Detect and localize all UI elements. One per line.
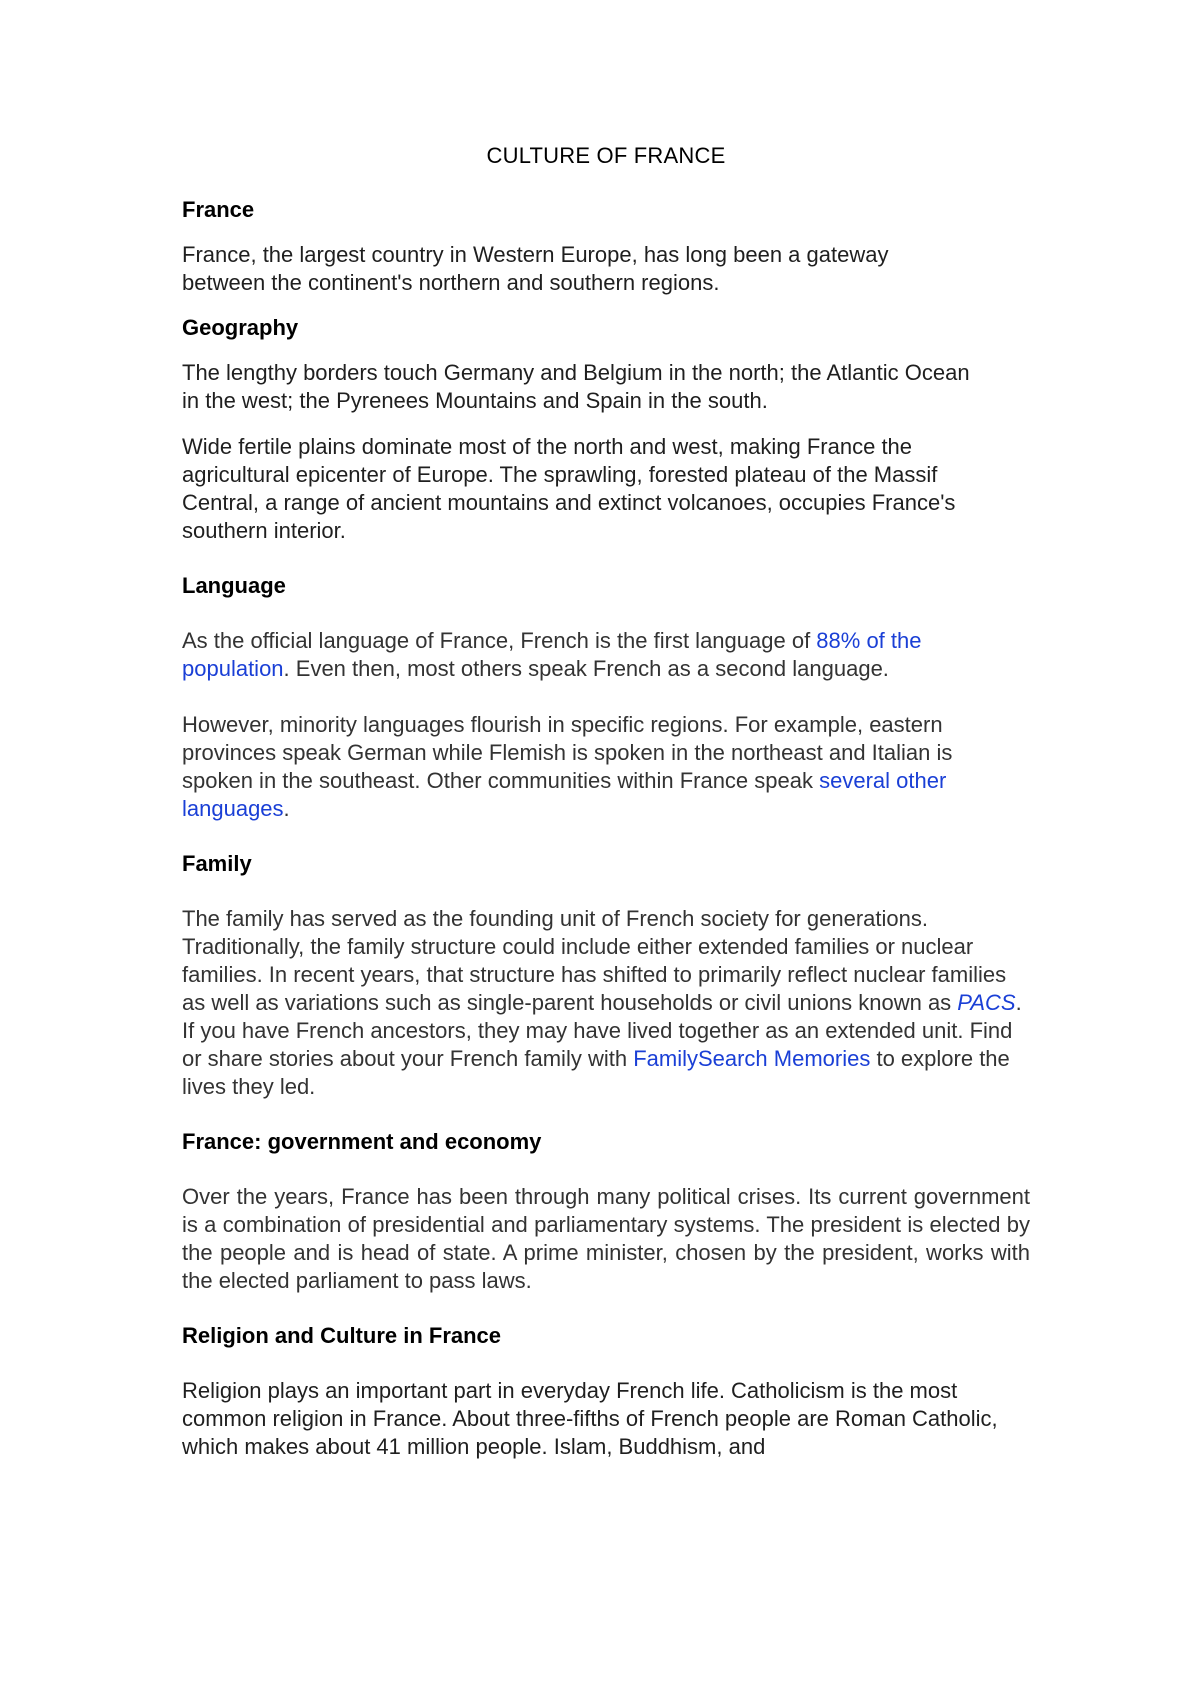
section-heading-government: France: government and economy xyxy=(182,1129,542,1154)
family-text-before: The family has served as the founding unit of French society for generations. Traditionally, the family structure could include either extended families or nuclear families. In recent years, that structure has shifted to primarily reflect nuclear families as well as variations such as single-parent households or civil unions known as xyxy=(182,906,1007,1015)
other-languages-link[interactable]: several other languages xyxy=(182,768,947,821)
government-paragraph: Over the years, France has been through many political crises. Its current government is a combination of presidential and parliamentary systems. The president is elected by the people and is head of state. A prime minister, chosen by the president, works with the elected parliament to pass laws. xyxy=(182,1184,1030,1293)
france-intro-paragraph: France, the largest country in Western Europe, has long been a gateway between the continent's northern and southern regions. xyxy=(182,242,889,295)
family-text-middle: . If you have French ancestors, they may have lived together as an extended unit. Find or share stories about your French family with xyxy=(182,990,1022,1071)
religion-paragraph: Religion plays an important part in everyday French life. Catholicism is the most common religion in France. About three-fifths of French people are Roman Catholic, which makes about 41 million people. Islam, Buddhism, and xyxy=(182,1378,998,1459)
section-heading-family: Family xyxy=(182,851,252,876)
document-title: CULTURE OF FRANCE xyxy=(486,143,726,168)
geography-paragraph-2: Wide fertile plains dominate most of the north and west, making France the agricultural epicenter of Europe. The sprawling, forested plateau of the Massif Central, a range of ancient mountains and extinct volcanoes, occupies France's southern interior. xyxy=(182,434,956,543)
language-p1-text-before: As the official language of France, French is the first language of xyxy=(182,628,817,653)
pacs-link[interactable]: PACS xyxy=(957,990,1016,1015)
section-heading-france: France xyxy=(182,197,255,222)
language-p1-text-after: . Even then, most others speak French as a second language. xyxy=(283,656,889,681)
family-paragraph xyxy=(182,905,1030,1101)
population-percentage-link[interactable]: 88% of the population xyxy=(182,628,922,681)
familysearch-memories-link[interactable]: FamilySearch Memories xyxy=(633,1046,871,1071)
language-p2-text-after: . xyxy=(283,796,290,821)
language-paragraph-1 xyxy=(182,627,1012,683)
family-text-after: to explore the lives they led. xyxy=(182,1046,1010,1099)
document-page xyxy=(182,143,1030,1461)
geography-paragraph-1: The lengthy borders touch Germany and Belgium in the north; the Atlantic Ocean in the west; the Pyrenees Mountains and Spain in the south. xyxy=(182,360,970,413)
section-heading-religion: Religion and Culture in France xyxy=(182,1323,502,1348)
section-heading-geography: Geography xyxy=(182,315,299,340)
section-heading-language: Language xyxy=(182,573,286,598)
language-paragraph-2 xyxy=(182,711,1002,823)
language-p2-text-before: However, minority languages flourish in specific regions. For example, eastern provinces speak German while Flemish is spoken in the northeast and Italian is spoken in the southeast. Other communities within France speak xyxy=(182,712,953,793)
